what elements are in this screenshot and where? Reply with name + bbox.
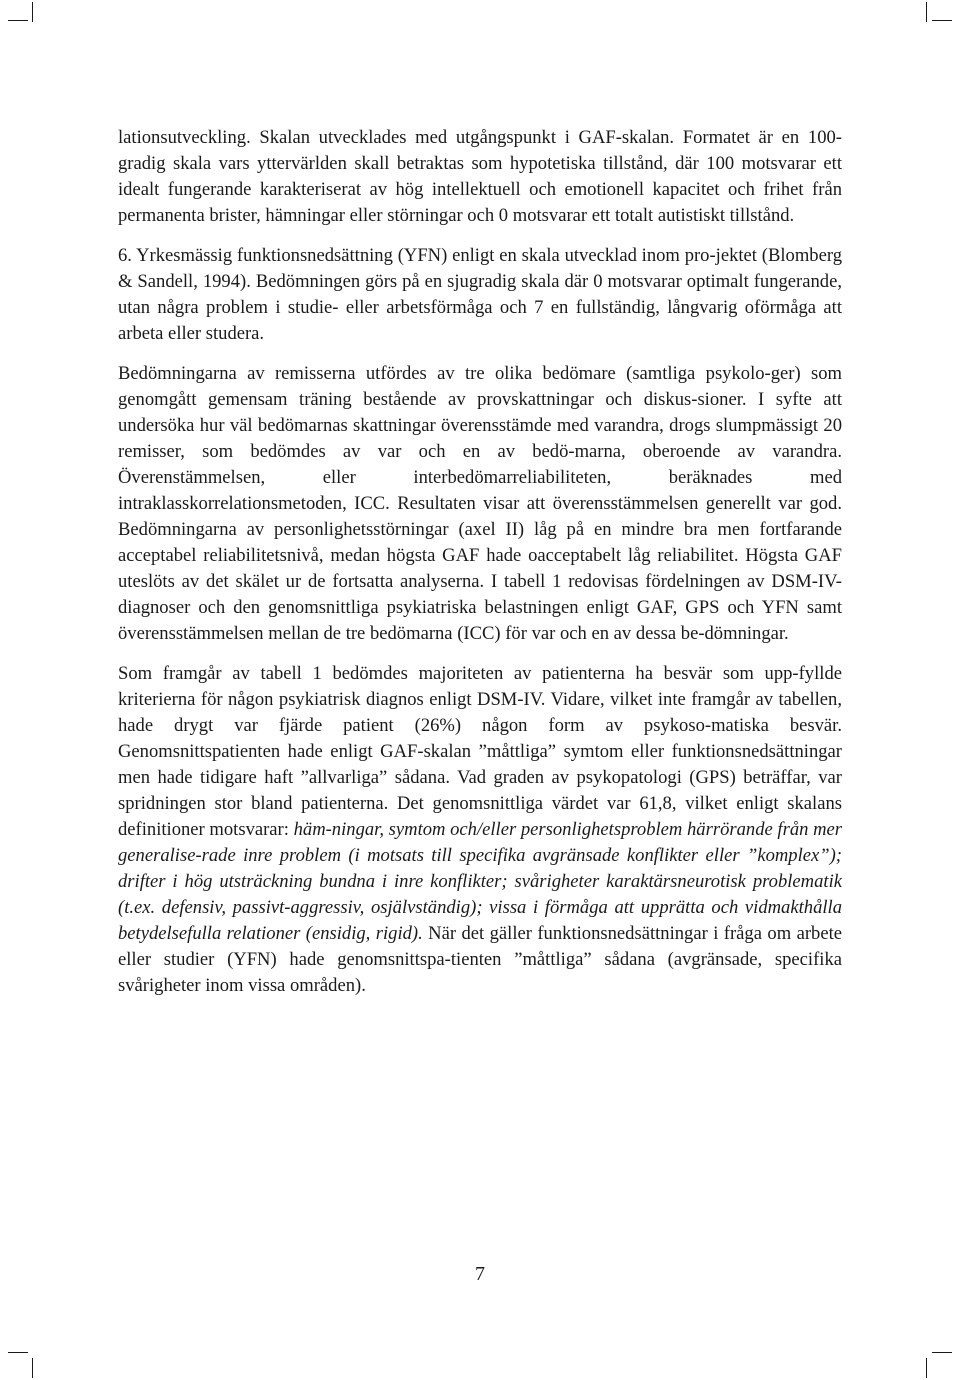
crop-mark-bottom-right-h [932,1352,952,1353]
crop-mark-top-left-v [32,2,33,22]
paragraph-gaf-description [118,125,842,229]
crop-mark-bottom-left-h [8,1352,28,1353]
crop-mark-bottom-right-v [926,1358,927,1378]
paragraph-text-before: Som framgår av tabell 1 bedömdes majoriteten av patienterna ha besvär som upp-fyllde kriterierna för någon psykiatrisk diagnos enligt DSM-IV. Vidare, vilket inte framgår av tabellen, hade drygt var fjärde patient (26%) någon form av psykoso-matiska besvär. Genomsnittspatienten hade enligt GAF-skalan ”måttliga” symtom eller funktionsnedsättningar men hade tidigare haft ”allvarliga” sådana. Vad graden av psykopatologi (GPS) beträffar, var spridningen stor bland patienterna. Det genomsnittliga värdet var 61,8, vilket enligt skalans definitioner motsvarar: [118,663,842,840]
paragraph-results-summary [118,661,842,999]
page-number: 7 [475,1263,485,1285]
paragraph-text-after: När det gäller funktionsnedsättningar i fråga om arbete eller studier (YFN) hade genomsnittspa-tienten ”måttliga” sådana (avgränsade, specifika svårigheter inom vissa områden). [118,923,842,996]
body-text [118,125,842,1013]
paragraph-text: Bedömningarna av remisserna utfördes av tre olika bedömare (samtliga psykolo-ger) som genomgått gemensam träning bestående av provskattningar och diskus-sioner. I syfte att undersöka hur väl bedömarnas skattningar överensstämde med varandra, drogs slumpmässigt 20 remisser, som bedömdes av var och en av bedö-marna, oberoende av varandra. Överenstämmelsen, eller interbedömarreliabiliteten, beräknades med intraklasskorrelationsmetoden, ICC. Resultaten visar att överensstämmelsen generellt var god. Bedömningarna av personlighetsstörningar (axel II) låg på en mindre bra men fortfarande acceptabel reliabilitetsnivå, medan högsta GAF hade oacceptabelt låg reliabilitet. Högsta GAF uteslöts av det skälet ur de fortsatta analyserna. I tabell 1 redovisas fördelningen av DSM-IV-diagnoser och den genomsnittliga psykiatriska belastningen enligt GAF, GPS och YFN samt överensstämmelsen mellan de tre bedömarna (ICC) för var och en av dessa be-dömningar. [118,363,842,644]
crop-mark-top-left-h [8,20,28,21]
item-number: 6. [118,245,132,266]
paragraph-assessment-reliability [118,361,842,647]
crop-mark-bottom-left-v [32,1358,33,1378]
paragraph-yfn-item [118,243,842,347]
paragraph-text: Yrkesmässig funktionsnedsättning (YFN) enligt en skala utvecklad inom pro-jektet (Blomberg & Sandell, 1994). Bedömningen görs på en sjugradig skala där 0 motsvarar optimalt fungerande, utan några problem i studie- eller arbetsförmåga och 7 en fullständig, långvarig oförmåga att arbeta eller studera. [118,245,842,344]
paragraph-text-italic: häm-ningar, symtom och/eller personlighetsproblem härrörande från mer generalise-rade inre problem (i motsats till specifika avgränsade konflikter eller ”komplex”); drifter i hög utsträckning bundna i inre konflikter; svårigheter karaktärsneurotisk problematik (t.ex. defensiv, passivt-aggressiv, osjälvständig); vissa i förmåga att upprätta och vidmakthålla betydelsefulla relationer (ensidig, rigid). [118,819,842,944]
crop-mark-top-right-h [932,20,952,21]
crop-mark-top-right-v [926,2,927,22]
paragraph-text: lationsutveckling. Skalan utvecklades med utgångspunkt i GAF-skalan. Formatet är en 100-gradig skala vars yttervärlden skall betraktas som hypotetiska tillstånd, där 100 motsvarar ett idealt fungerande karakteriserat av hög intellektuell och emotionell kapacitet och frihet från permanenta brister, hämningar eller störningar och 0 motsvarar ett totalt autistiskt tillstånd. [118,127,842,226]
